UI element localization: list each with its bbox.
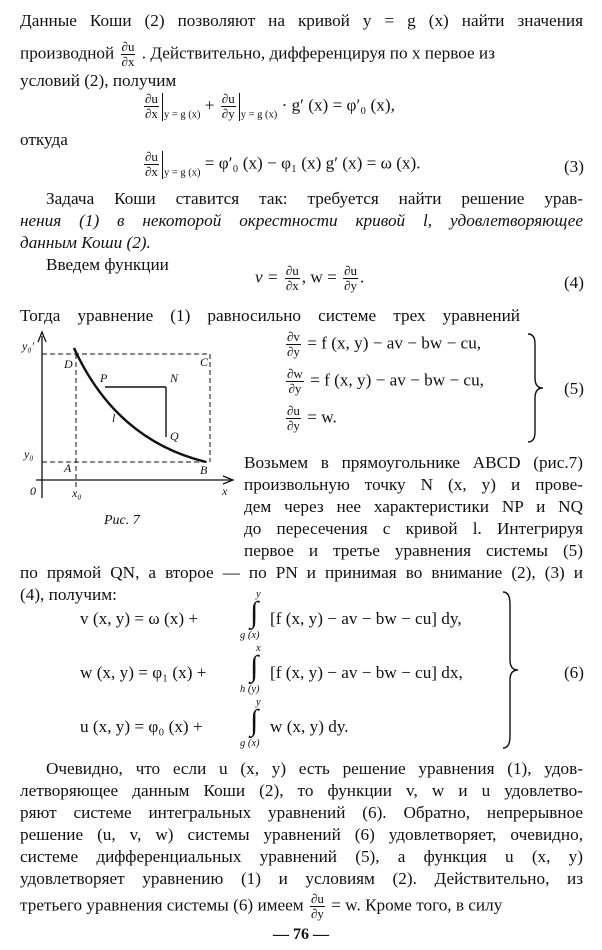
integral-sign: ∫ (250, 596, 259, 629)
text-line: данным Коши (2). (20, 233, 151, 252)
figure-label: P (100, 371, 108, 385)
figure-label: 0 (30, 484, 36, 498)
text-line: Данные Коши (2) позволяют на кривой y = g (x) найти значения (20, 11, 583, 30)
figure-label: Q (170, 429, 179, 443)
text-fragment: . Действительно, дифференцируя по x первое из (141, 43, 495, 63)
system-6-row2-integrand: [f (x, y) − av − bw − cu] dx, (270, 663, 463, 682)
text-line: удовлетворяет уравнению (1) и условиям (2). Действительно, из (20, 869, 583, 888)
text-line (20, 40, 583, 69)
figure-7 (16, 330, 238, 505)
text-line: Тогда уравнение (1) равносильно системе трех уравнений (20, 306, 520, 325)
figure-label: C (200, 355, 209, 369)
integral-upper-limit: x (256, 643, 261, 654)
text-line: Возьмем в прямоугольнике ABCD (рис.7) (244, 453, 583, 472)
integral-upper-limit: y (256, 697, 261, 708)
text-line: первое и третье уравнения системы (5) (244, 541, 583, 560)
text-fragment: третьего уравнения системы (6) имеем (20, 895, 304, 915)
figure-label: x₀ (72, 486, 82, 500)
system-6-row1-integrand: [f (x, y) − av − bw − cu] dy, (270, 609, 462, 628)
system-6-row3: u (x, y) = φ₀ (x) + (80, 717, 203, 736)
text-fragment: производной (20, 43, 115, 63)
system-5-row3: $\frac{\partial u}{\partial y}$ = w. (287, 403, 337, 433)
integral-lower-limit: g (x) (240, 630, 260, 641)
text-line: системе дифференциальных уравнений (5), а функция u (x, y) (20, 847, 583, 866)
text-line: откуда (20, 130, 68, 149)
figure-label: x (222, 484, 228, 498)
text-line: дем через нее характеристики NP и NQ (244, 497, 583, 516)
figure-label: D (64, 357, 73, 371)
integral-upper-limit: y (256, 589, 261, 600)
equation-4: v = $\frac{\partial u}{\partial x}$ , w = $\frac{\partial u}{\partial y}$ . (255, 263, 365, 293)
system-6-row1: v (x, y) = ω (x) + (80, 609, 199, 628)
equation-number: (4) (563, 273, 584, 292)
text-line: Очевидно, что если u (x, y) есть решение уравнения (1), удов- (46, 759, 583, 778)
text-line: произвольную точку N (x, y) и прове- (244, 475, 583, 494)
equation-number: (6) (563, 663, 584, 682)
figure-label: y₀ (24, 447, 34, 461)
equation-number: (5) (563, 379, 584, 398)
text-line: до пересечения с кривой l. Интегрируя (244, 519, 583, 538)
text-line: ряют системе интегральных уравнений (6). Обратно, непрерывное (20, 803, 583, 822)
fraction-du-dx: $\frac{\partial u}{\partial x}$ (121, 39, 135, 69)
figure-label: B (200, 463, 208, 477)
text-line: (4), получим: (20, 585, 117, 604)
fraction-du-dy: $\frac{\partial u}{\partial y}$ (310, 891, 324, 921)
equation-number: (3) (563, 157, 584, 176)
system-6-row3-integrand: w (x, y) dy. (270, 717, 349, 736)
integral-lower-limit: g (x) (240, 738, 260, 749)
figure-label: A (64, 461, 72, 475)
system-5-row2: $\frac{\partial w}{\partial y}$ = f (x, y) − av − bw − cu, (287, 366, 484, 396)
figure-label: l (112, 411, 116, 425)
curve-l (74, 348, 206, 462)
page-number: — 76 — (273, 926, 329, 943)
text-line (20, 892, 583, 921)
text-line: летворяющее данным Коши (2), то функции v, w и u удовлетво- (20, 781, 583, 800)
system-6-row2: w (x, y) = φ₁ (x) + (80, 663, 207, 682)
equation-derivative: $\frac{\partial u}{\partial x}$ $_{y = g (x)}$ + $\frac{\partial u}{\partial y}$ $_{y = g (x)}$ · g′ (x) = φ′₀ (x), (145, 91, 395, 121)
figure-caption: Рис. 7 (104, 513, 140, 528)
equation-3: $\frac{\partial u}{\partial x}$ $_{y = g (x)}$ = φ′₀ (x) − φ₁ (x) g′ (x) = ω (x). (145, 149, 421, 179)
system-brace (525, 332, 547, 444)
figure-label: y₀′ (22, 339, 35, 353)
text-line: Введем функции (46, 255, 169, 274)
system-brace (500, 590, 522, 750)
text-line: Задача Коши ставится так: требуется найти решение урав- (46, 189, 583, 208)
integral-sign: ∫ (250, 704, 259, 737)
text-line: по прямой QN, а второе — по PN и принимая во внимание (2), (3) и (20, 563, 583, 582)
integral-lower-limit: h (y) (240, 684, 260, 695)
text-fragment: = w. Кроме того, в силу (331, 895, 503, 915)
text-line: условий (2), получим (20, 71, 177, 90)
system-5-row1: $\frac{\partial v}{\partial y}$ = f (x, y) − av − bw − cu, (287, 329, 482, 359)
integral-sign: ∫ (250, 650, 259, 683)
text-line: решение (u, v, w) системы уравнений (6) удовлетворяет, очевидно, (20, 825, 583, 844)
text-line: нения (1) в некоторой окрестности кривой l, удовлетворяющее (20, 211, 583, 230)
figure-label: N (170, 371, 179, 385)
